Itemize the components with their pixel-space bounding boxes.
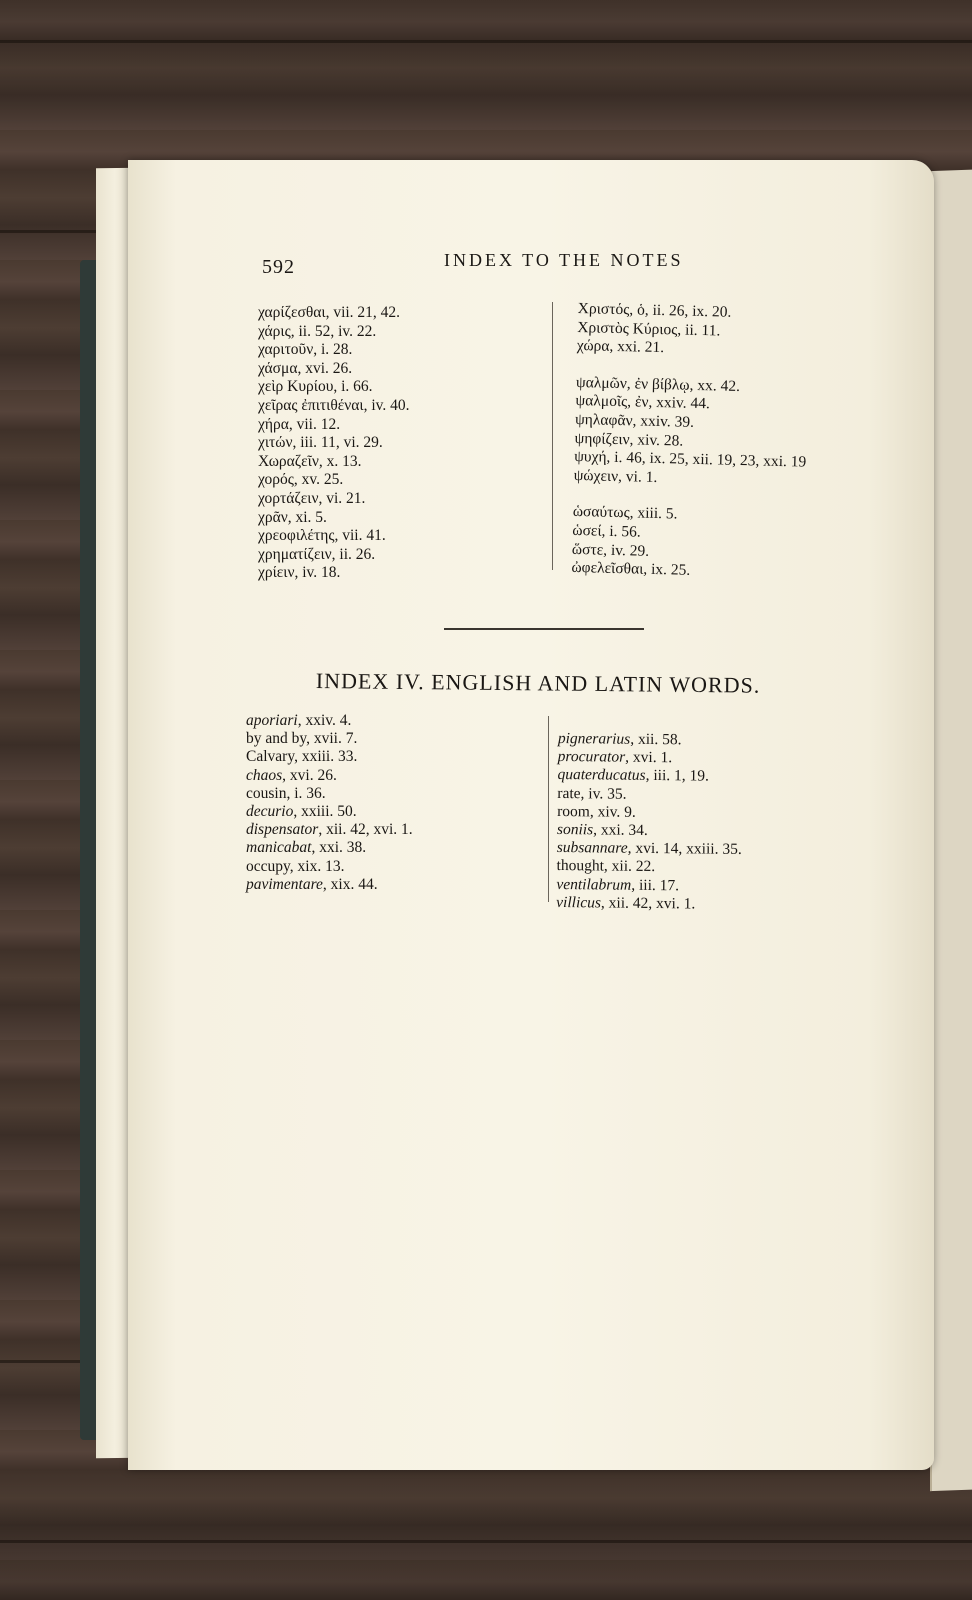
wood-plank-seam [0,40,972,43]
headword: room [557,802,590,821]
reference: , xvii. 7. [306,730,358,748]
index-entry: χρηματίζειν, ii. 26. [258,545,376,563]
reference: , xii. 42, xvi. 1. [318,821,413,839]
headword: quaterducatus [557,766,646,785]
reference: , xxi. 34. [593,821,648,839]
reference: , xix. 44. [322,875,378,893]
index-entry: χρίειν, iv. 18. [258,564,341,582]
headword: cousin [246,784,287,802]
index-entry [557,785,742,805]
section-rule [444,628,644,630]
greek-index-left-column [258,304,410,583]
index-entry: ψηλαφᾶν, xxiv. 39. [574,410,695,431]
index-entry: ψηφίζειν, xiv. 28. [574,429,684,450]
greek-index-right-column [571,300,810,583]
index-entry: χαρίζεσθαι, vii. 21, 42. [258,304,401,321]
wood-plank-seam [0,1540,972,1543]
index-entry: χαριτοῦν, i. 28. [258,341,353,359]
latin-index-right-column [556,730,743,914]
index-entry [246,803,413,821]
index-entry: ὠφελεῖσθαι, ix. 25. [571,559,691,579]
reference: , iv. 35. [580,784,627,803]
index-entry: Χριστὸς Κύριος, ii. 11. [577,318,721,340]
index-entry: ὡσεί, i. 56. [572,521,641,541]
reference: , xii. 42, xvi. 1. [600,894,696,913]
headword: rate [557,784,581,802]
headword: decurio [246,803,294,821]
headword: pignerarius [557,730,631,748]
index-entry: ψυχή, i. 46, ix. 25, xii. 19, 23, xxi. 19 [573,448,807,471]
index-entry [246,839,413,857]
index-entry: ψαλμοῖς, ἐν, xxiv. 44. [575,392,711,413]
index-entry: Χριστός, ὁ, ii. 26, ix. 20. [577,300,732,321]
reference: , iii. 1, 19. [645,767,710,785]
reference: , iii. 17. [631,876,680,894]
column-divider [548,716,549,902]
headword: ventilabrum [556,875,632,894]
index-entry: Χωραζεῖν, x. 13. [258,452,362,470]
index-entry: χρᾶν, xi. 5. [258,508,327,526]
reference: , xxiv. 4. [297,712,352,729]
index-entry: ὡσαύτως, xiii. 5. [572,503,678,523]
index-entry [556,876,741,896]
index-entry: χεῖρας ἐπιτιθέναι, iv. 40. [258,396,410,414]
index-entry: χορός, xv. 25. [258,471,344,489]
facing-page-edge [930,169,972,1491]
page-number: 592 [262,256,295,278]
headword: dispensator [246,821,319,839]
index-entry: ὥστε, iv. 29. [571,540,650,560]
index-entry: χρεοφιλέτης, vii. 41. [258,527,386,545]
index-entry [246,748,413,766]
index-entry [246,876,413,894]
index-entry [246,785,413,803]
index-entry [558,748,743,768]
index-entry [556,857,741,877]
headword: chaos [246,766,283,784]
headword: procurator [557,748,626,766]
headword: by and by [246,730,307,748]
headword: manicabat [246,839,312,857]
index-entry: ψαλμῶν, ἐν βίβλῳ, xx. 42. [575,373,741,395]
reference: , xii. 58. [630,730,682,749]
reference: , i. 36. [286,784,326,802]
index-entry [246,712,413,730]
index-entry [246,767,413,785]
index-entry: ψώχειν, vi. 1. [573,466,658,486]
index-entry [246,730,413,748]
index-entry [557,839,742,859]
book-page [128,160,934,1470]
reference: , xxiii. 33. [294,748,358,766]
index-entry: χάσμα, xvi. 26. [258,359,353,377]
reference: , xvi. 14, xxiii. 35. [627,839,742,859]
headword: thought [556,857,605,875]
headword: soniis [556,821,594,839]
latin-index-left-column [246,712,413,894]
running-head: INDEX TO THE NOTES [444,250,684,270]
reference: , xii. 22. [603,857,656,876]
column-divider [552,302,553,570]
index-entry: χιτών, iii. 11, vi. 29. [258,434,383,452]
headword: Calvary [246,748,295,766]
headword: occupy [246,857,290,875]
headword: pavimentare [246,875,323,893]
index-entry: χάρις, ii. 52, iv. 22. [258,322,377,340]
index-entry [557,803,742,823]
index-entry: χήρα, vii. 12. [258,415,341,433]
headword: subsannare [556,839,628,857]
reference: , xiv. 9. [589,803,636,821]
reference: , xvi. 1. [625,748,673,767]
headword: aporiari [246,712,298,729]
index-entry [556,894,741,914]
index-entry [246,821,413,839]
headword: villicus [556,893,602,912]
index-entry [557,821,742,841]
index-entry [246,858,413,876]
reference: , xxiii. 50. [293,803,357,821]
index-entry [558,730,743,750]
index-entry [557,766,742,786]
section-heading: INDEX IV. ENGLISH AND LATIN WORDS. [315,668,761,698]
reference: , xix. 13. [289,857,345,875]
reference: , xvi. 26. [282,766,337,784]
index-entry: χώρα, xxi. 21. [576,337,665,357]
index-entry: χεὶρ Κυρίου, i. 66. [258,378,373,396]
reference: , xxi. 38. [311,839,367,857]
index-entry: χορτάζειν, vi. 21. [258,489,366,507]
